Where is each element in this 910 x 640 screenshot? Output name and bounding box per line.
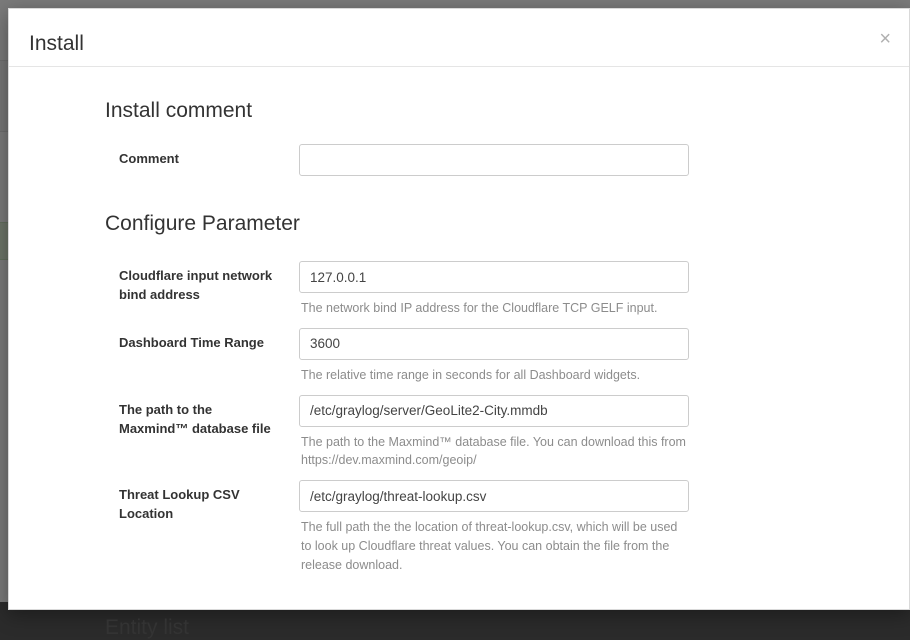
maxmind-database-path-help: The path to the Maxmind™ database file. You can download this from https://dev.maxmind.com/geoip/ [301, 434, 686, 468]
section-heading-entity-list: Entity list [105, 616, 190, 640]
field-row-maxmind-database-path [37, 395, 881, 471]
dashboard-time-range-input[interactable] [299, 328, 689, 360]
threat-lookup-csv-label: Threat Lookup CSV Location [119, 487, 240, 522]
cloudflare-bind-address-help: The network bind IP address for the Cloudflare TCP GELF input. [301, 301, 658, 316]
modal-header [9, 9, 909, 67]
dashboard-time-range-label: Dashboard Time Range [119, 334, 264, 350]
field-row-dashboard-time-range [37, 328, 881, 385]
section-heading-configure-parameter: Configure Parameter [105, 212, 300, 236]
section-heading-install-comment: Install comment [105, 99, 253, 122]
modal-body [9, 67, 909, 640]
field-row-cloudflare-bind-address [37, 261, 881, 318]
maxmind-database-path-label: The path to the Maxmind™ database file [119, 401, 271, 436]
maxmind-database-path-input[interactable] [299, 395, 689, 427]
threat-lookup-csv-input[interactable] [299, 480, 689, 512]
comment-label: Comment [119, 151, 179, 167]
cloudflare-bind-address-label: Cloudflare input network bind address [119, 268, 273, 303]
field-row-threat-lookup-csv [37, 480, 881, 574]
cloudflare-bind-address-input[interactable] [299, 261, 689, 293]
close-icon[interactable]: × [879, 28, 891, 50]
page-title: Install [29, 32, 84, 55]
dashboard-time-range-help: The relative time range in seconds for all Dashboard widgets. [301, 367, 641, 382]
threat-lookup-csv-help: The full path the the location of threat-lookup.csv, which will be used to look up Cloudflare threat values. You can obtain the file from the release download. [301, 520, 678, 572]
comment-input[interactable] [299, 144, 689, 176]
install-modal [8, 8, 910, 640]
field-row-comment [37, 144, 881, 178]
